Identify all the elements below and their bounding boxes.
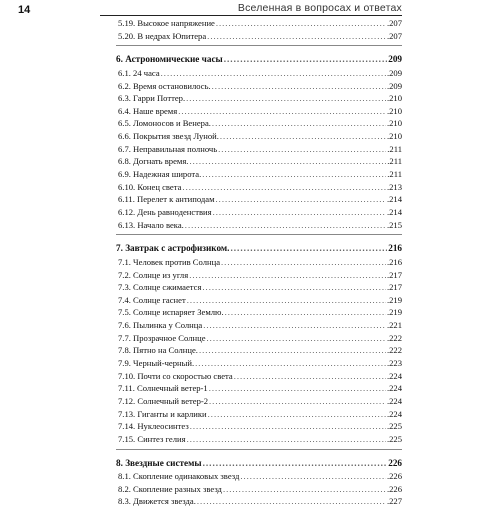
toc-entry-page: .221 — [386, 320, 402, 331]
dot-leader — [207, 332, 386, 345]
toc-entry-title: 7.15. Синтез гелия — [118, 433, 186, 444]
toc-entry-page: .225 — [386, 433, 402, 444]
toc-entry-page: .207 — [386, 30, 402, 41]
toc-entry-page: .210 — [386, 93, 402, 104]
toc-entry-page: .224 — [386, 408, 402, 419]
toc-entry-title: 7.14. Нуклеосинтез — [118, 421, 189, 432]
toc-entry-page: .217 — [386, 282, 402, 293]
dot-leader — [185, 219, 386, 232]
toc-entry[interactable] — [116, 155, 402, 168]
toc-entry[interactable] — [116, 117, 402, 130]
toc-entry[interactable] — [116, 357, 402, 370]
toc-section-entry[interactable] — [116, 53, 402, 66]
toc-entry-page: .224 — [386, 383, 402, 394]
section-divider — [116, 234, 402, 235]
toc-section-entry[interactable] — [116, 457, 402, 470]
dot-leader — [234, 370, 386, 383]
toc-entry-title: 6.2. Время остановилось. — [118, 80, 211, 91]
toc-entry[interactable] — [116, 483, 402, 496]
toc-entry[interactable] — [116, 92, 402, 105]
toc-entry-page: .219 — [386, 307, 402, 318]
toc-entry-page: .214 — [386, 206, 402, 217]
toc-entry-title: 7.10. Почти со скоростью света — [118, 370, 233, 381]
toc-entry[interactable] — [116, 206, 402, 219]
toc-entry[interactable] — [116, 80, 402, 93]
toc-entry-page: .210 — [386, 105, 402, 116]
toc-entry[interactable] — [116, 470, 402, 483]
header-rule — [100, 15, 402, 16]
toc-entry[interactable] — [116, 269, 402, 282]
toc-entry[interactable] — [116, 433, 402, 446]
toc-entry-page: .210 — [386, 118, 402, 129]
toc-entry[interactable] — [116, 420, 402, 433]
toc-entry[interactable] — [116, 495, 402, 508]
toc-entry-title: 6.7. Неправильная полночь — [118, 143, 218, 154]
toc-entry-page: .226 — [386, 471, 402, 482]
toc-entry[interactable] — [116, 319, 402, 332]
dot-leader — [213, 206, 386, 219]
toc-entry-title: 6. Астрономические часы — [116, 54, 223, 65]
toc-entry[interactable] — [116, 382, 402, 395]
toc-entry-page: .215 — [386, 219, 402, 230]
dot-leader — [189, 155, 386, 168]
dot-leader — [197, 495, 386, 508]
toc-entry-title: 7.13. Гиганты и карлики — [118, 408, 207, 419]
toc-entry-page: .226 — [386, 483, 402, 494]
toc-entry-title: 7.5. Солнце испаряет Землю. — [118, 307, 224, 318]
toc-entry[interactable] — [116, 332, 402, 345]
dot-leader — [187, 294, 386, 307]
toc-entry-title: 8.3. Движется звезда. — [118, 496, 196, 507]
dot-leader — [209, 395, 386, 408]
toc-entry[interactable] — [116, 256, 402, 269]
toc-entry-page: .217 — [386, 269, 402, 280]
dot-leader — [195, 357, 386, 370]
toc-entry-title: 7.1. Человек против Солнца — [118, 256, 221, 267]
dot-leader — [209, 382, 386, 395]
toc-entry-title: 6.13. Начало века. — [118, 219, 184, 230]
toc-entry-page: .222 — [386, 332, 402, 343]
dot-leader — [190, 420, 386, 433]
toc-entry-title: 7.12. Солнечный ветер-2 — [118, 395, 209, 406]
toc-entry-title: 5.19. Высокое напряжение — [118, 18, 215, 28]
toc-entry-page: .213 — [386, 181, 402, 192]
toc-entry-page: 209 — [388, 54, 402, 65]
toc-entry-title: 7.6. Пылинка у Солнца — [118, 320, 203, 331]
dot-leader — [216, 17, 386, 30]
toc-entry-title: 7. Завтрак с астрофизиком. — [116, 243, 230, 254]
dot-leader — [208, 408, 386, 421]
toc-entry-page: .222 — [386, 345, 402, 356]
toc-entry[interactable] — [116, 130, 402, 143]
page-number: 14 — [18, 4, 31, 16]
toc-entry-page: .210 — [386, 131, 402, 142]
toc-entry[interactable] — [116, 294, 402, 307]
toc-entry[interactable] — [116, 370, 402, 383]
toc-entry[interactable] — [116, 281, 402, 294]
toc-entry-title: 6.1. 24 часа — [118, 67, 160, 78]
toc-entry-page: .209 — [386, 80, 402, 91]
toc-entry-page: .216 — [386, 256, 402, 267]
toc-entry-title: 8. Звездные системы — [116, 457, 202, 468]
toc-entry-page: .211 — [387, 143, 402, 154]
toc-entry-page: .224 — [386, 395, 402, 406]
toc-entry-title: 8.2. Скопление разных звезд — [118, 483, 222, 494]
running-title: Вселенная в вопросах и ответах — [237, 2, 402, 14]
toc-entry-page: .211 — [387, 169, 402, 180]
toc-entry-page: 216 — [388, 243, 402, 254]
toc-entry-page: .207 — [386, 18, 402, 28]
dot-leader — [212, 80, 386, 93]
toc-entry-title: 6.6. Покрытия звезд Луной. — [118, 131, 219, 142]
toc-entry[interactable] — [116, 306, 402, 319]
dot-leader — [161, 67, 386, 80]
toc-entry-title: 7.8. Пятно на Солнце. — [118, 345, 198, 356]
toc-entry-title: 6.9. Надежная широта. — [118, 169, 202, 180]
toc-entry-title: 6.5. Ломоносов и Венера. — [118, 118, 211, 129]
dot-leader — [212, 117, 386, 130]
toc-entry-page: .214 — [386, 194, 402, 205]
toc-entry[interactable] — [116, 395, 402, 408]
toc-entry[interactable] — [116, 408, 402, 421]
dot-leader — [187, 433, 386, 446]
toc-entry[interactable] — [116, 344, 402, 357]
toc-entry-title: 7.9. Черный-черный. — [118, 358, 195, 369]
dot-leader — [199, 344, 386, 357]
toc-entry-title: 7.7. Прозрачное Солнце — [118, 332, 206, 343]
toc-entry[interactable] — [116, 219, 402, 232]
dot-leader — [218, 143, 386, 156]
toc-entry-title: 6.11. Перелет к антиподам — [118, 194, 215, 205]
toc-entry-page: .223 — [386, 358, 402, 369]
dot-leader — [178, 105, 386, 118]
dot-leader — [202, 281, 386, 294]
dot-leader — [203, 319, 386, 332]
toc-entry[interactable] — [116, 17, 402, 30]
toc-entry-page: .211 — [387, 156, 402, 167]
toc-entry[interactable] — [116, 105, 402, 118]
dot-leader — [202, 168, 386, 181]
toc-entry-title: 7.3. Солнце сжимается — [118, 282, 202, 293]
toc-entry-title: 7.11. Солнечный ветер-1 — [118, 383, 208, 394]
dot-leader — [220, 130, 386, 143]
toc-entry-page: .209 — [386, 67, 402, 78]
toc-entry-title: 6.12. День равноденствия — [118, 206, 212, 217]
toc-entry[interactable] — [116, 143, 402, 156]
dot-leader — [230, 242, 387, 255]
toc-entry-page: .227 — [386, 496, 402, 507]
section-divider — [116, 449, 402, 450]
toc-entry-title: 6.8. Догнать время. — [118, 156, 189, 167]
dot-leader — [240, 470, 386, 483]
dot-leader — [225, 306, 386, 319]
toc-entry-title: 5.20. В недрах Юпитера — [118, 30, 207, 41]
dot-leader — [186, 92, 386, 105]
toc-entry-title: 6.4. Наше время — [118, 105, 178, 116]
dot-leader — [203, 457, 388, 470]
dot-leader — [221, 256, 386, 269]
toc-entry[interactable] — [116, 193, 402, 206]
table-of-contents — [116, 17, 402, 508]
toc-entry[interactable] — [116, 30, 402, 43]
toc-entry-title: 6.10. Конец света — [118, 181, 182, 192]
toc-entry[interactable] — [116, 67, 402, 80]
toc-section-entry[interactable] — [116, 242, 402, 255]
toc-entry[interactable] — [116, 181, 402, 194]
toc-entry-page: 226 — [388, 457, 402, 468]
toc-entry[interactable] — [116, 168, 402, 181]
dot-leader — [189, 269, 386, 282]
section-divider — [116, 45, 402, 46]
dot-leader — [216, 193, 386, 206]
toc-entry-page: .225 — [386, 421, 402, 432]
dot-leader — [224, 53, 388, 66]
toc-entry-page: .219 — [386, 294, 402, 305]
toc-entry-title: 7.2. Солнце из угля — [118, 269, 189, 280]
toc-entry-title: 7.4. Солнце гаснет — [118, 294, 186, 305]
toc-entry-title: 6.3. Гарри Поттер. — [118, 93, 186, 104]
toc-entry-title: 8.1. Скопление одинаковых звезд — [118, 471, 240, 482]
dot-leader — [223, 483, 386, 496]
dot-leader — [207, 30, 386, 43]
toc-entry-page: .224 — [386, 370, 402, 381]
dot-leader — [182, 181, 386, 194]
